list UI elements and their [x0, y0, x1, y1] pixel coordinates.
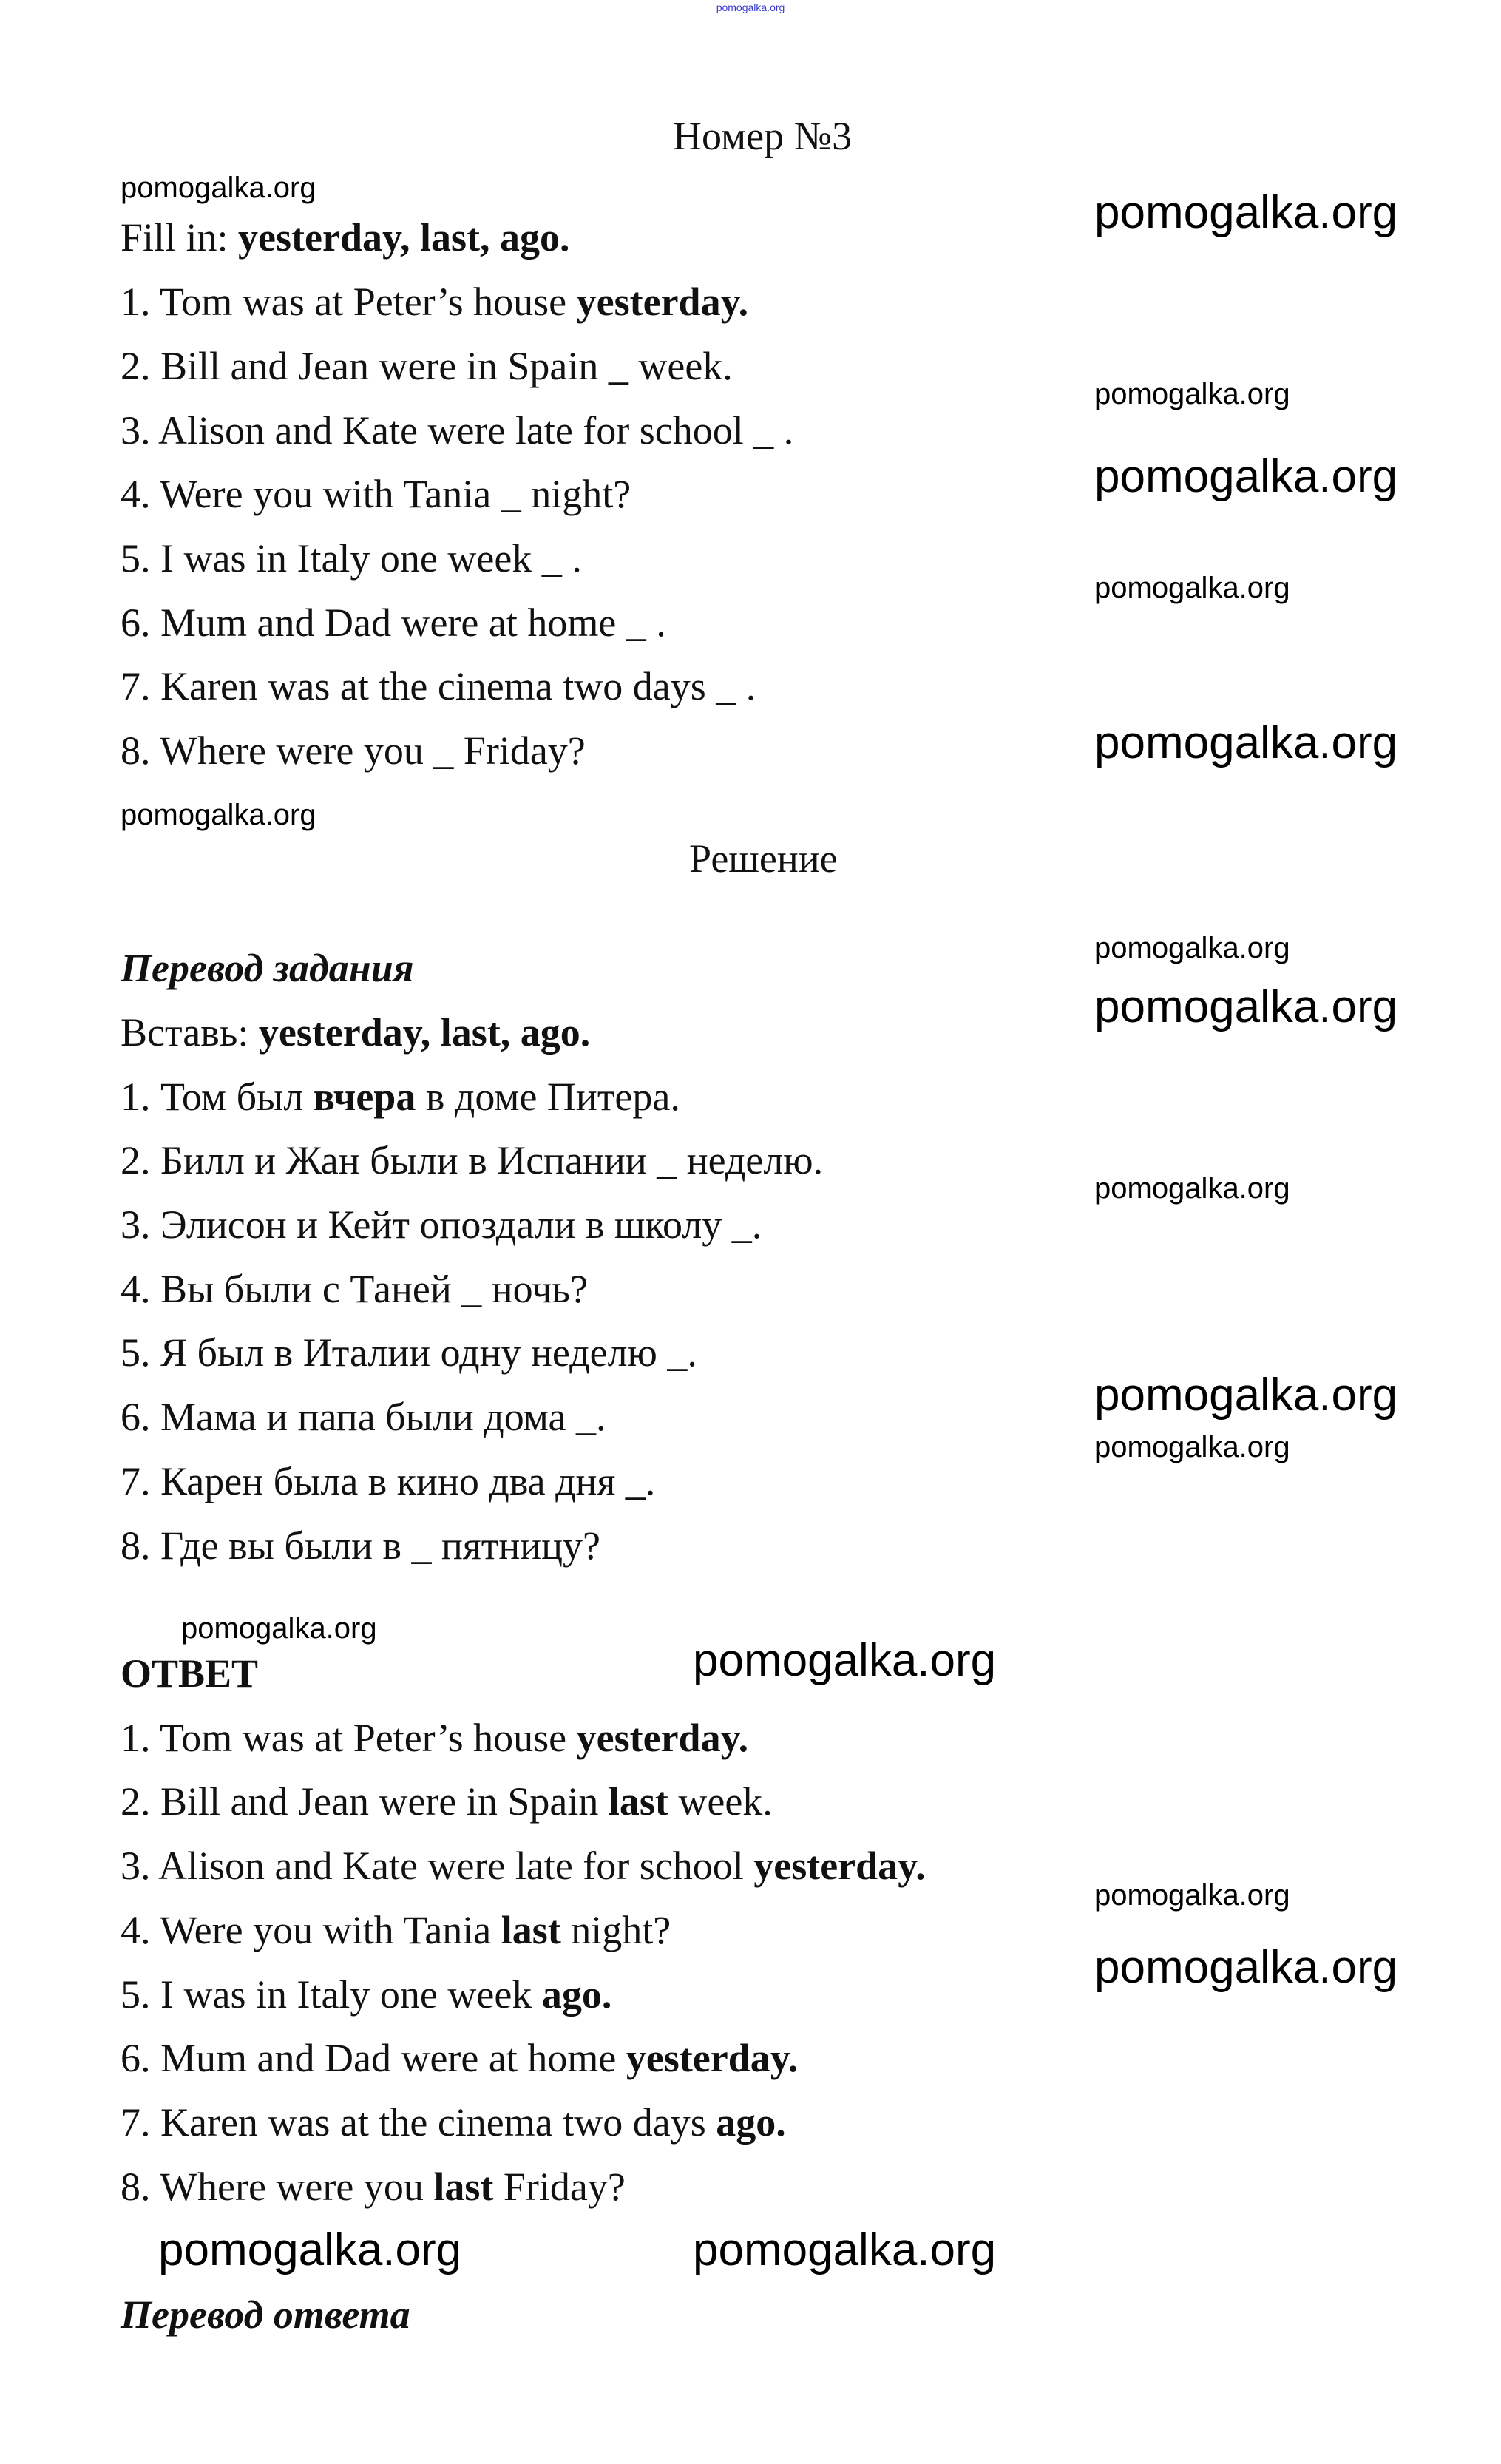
text: 3. Элисон и Кейт опоздали в школу _. — [121, 1202, 762, 1247]
watermark: pomogalka.org — [1094, 1879, 1290, 1912]
text: 8. Where were you — [121, 2165, 434, 2209]
task-item — [121, 472, 631, 516]
task-item — [121, 664, 756, 708]
text: 6. Mum and Dad were at home _ . — [121, 600, 666, 645]
text: 5. Я был в Италии одну неделю _. — [121, 1330, 697, 1375]
translation-item — [121, 1523, 600, 1568]
watermark: pomogalka.org — [693, 2224, 997, 2275]
text: 4. Вы были с Таней _ ночь? — [121, 1267, 588, 1311]
answer-heading: ОТВЕТ — [121, 1651, 259, 1696]
translation-instruction — [121, 1010, 590, 1055]
translation-heading: Перевод задания — [121, 946, 414, 990]
text: в доме Питера. — [416, 1074, 680, 1119]
task-item — [121, 600, 666, 645]
watermark: pomogalka.org — [1094, 1431, 1290, 1463]
answer-item — [121, 2165, 626, 2209]
text: 8. Where were you _ Friday? — [121, 728, 586, 773]
watermark: pomogalka.org — [181, 1612, 377, 1645]
text: night? — [560, 1908, 671, 1952]
text: 1. Том был — [121, 1074, 314, 1119]
watermark: pomogalka.org — [1094, 451, 1398, 502]
translation-item — [121, 1459, 655, 1503]
text: 3. Alison and Kate were late for school — [121, 1844, 754, 1888]
translation-item — [121, 1395, 606, 1439]
watermark: pomogalka.org — [1094, 932, 1290, 964]
text: Вставь: — [121, 1010, 259, 1055]
text: 2. Bill and Jean were in Spain — [121, 1779, 609, 1824]
answer-item — [121, 1844, 926, 1888]
solution-title: Решение — [689, 836, 838, 881]
text: 1. Tom was at Peter’s house — [121, 280, 577, 324]
text: 4. Were you with Tania — [121, 1908, 501, 1952]
bold-text: ago. — [541, 1972, 612, 2017]
text: 5. I was in Italy one week — [121, 1972, 542, 2017]
answer-item — [121, 2100, 786, 2145]
text: 6. Мама и папа были дома _. — [121, 1395, 606, 1439]
text: 1. Tom was at Peter’s house — [121, 1716, 577, 1760]
bold-text: yesterday. — [576, 1716, 749, 1760]
watermark: pomogalka.org — [1094, 717, 1398, 768]
answer-item — [121, 1716, 748, 1760]
answer-item — [121, 1908, 671, 1952]
task-item — [121, 536, 582, 581]
watermark: pomogalka.org — [1094, 187, 1398, 238]
watermark: pomogalka.org — [158, 2224, 462, 2275]
watermark: pomogalka.org — [1094, 981, 1398, 1032]
watermark: pomogalka.org — [1094, 1942, 1398, 1993]
bold-text: last — [608, 1779, 668, 1824]
watermark: pomogalka.org — [1094, 572, 1290, 604]
bold-text: вчера — [313, 1074, 416, 1119]
translation-item — [121, 1074, 680, 1119]
page-title: Номер №3 — [673, 114, 853, 158]
text: 4. Were you with Tania _ night? — [121, 472, 631, 516]
text: 7. Karen was at the cinema two days — [121, 2100, 716, 2145]
watermark: pomogalka.org — [1094, 378, 1290, 410]
task-instruction — [121, 215, 570, 260]
watermark: pomogalka.org — [1094, 1370, 1398, 1421]
bold-text: yesterday. — [576, 280, 749, 324]
text: 7. Карен была в кино два дня _. — [121, 1459, 656, 1503]
task-item — [121, 728, 586, 773]
translation-item — [121, 1138, 823, 1182]
text: 8. Где вы были в _ пятницу? — [121, 1523, 600, 1568]
task-item — [121, 344, 733, 388]
text: 2. Bill and Jean were in Spain _ week. — [121, 344, 733, 388]
text: 6. Mum and Dad were at home — [121, 2036, 626, 2080]
answer-translation-heading: Перевод ответа — [121, 2292, 410, 2337]
answer-item — [121, 1972, 611, 2017]
bold-text: ago. — [716, 2100, 786, 2145]
watermark: pomogalka.org — [693, 1635, 997, 1686]
text: Fill in: — [121, 215, 239, 260]
text: 3. Alison and Kate were late for school _ . — [121, 408, 794, 453]
text: 2. Билл и Жан были в Испании _ неделю. — [121, 1138, 824, 1182]
bold-text: yesterday, last, ago. — [238, 215, 570, 260]
answer-item — [121, 2036, 798, 2080]
watermark: pomogalka.org — [121, 172, 316, 204]
text: Friday? — [493, 2165, 626, 2209]
text: 5. I was in Italy one week _ . — [121, 536, 582, 581]
task-item — [121, 280, 748, 324]
text: 7. Karen was at the cinema two days _ . — [121, 664, 756, 708]
watermark: pomogalka.org — [1094, 1172, 1290, 1205]
text: week. — [668, 1779, 773, 1824]
answer-item — [121, 1779, 773, 1824]
bold-text: last — [501, 1908, 561, 1952]
bold-text: yesterday. — [753, 1844, 926, 1888]
translation-item — [121, 1267, 588, 1311]
task-item — [121, 408, 793, 453]
top-watermark[interactable]: pomogalka.org — [716, 1, 785, 13]
watermark: pomogalka.org — [121, 799, 316, 831]
translation-item — [121, 1330, 697, 1375]
bold-text: yesterday, last, ago. — [258, 1010, 591, 1055]
translation-item — [121, 1202, 762, 1247]
bold-text: last — [433, 2165, 494, 2209]
bold-text: yesterday. — [626, 2036, 799, 2080]
